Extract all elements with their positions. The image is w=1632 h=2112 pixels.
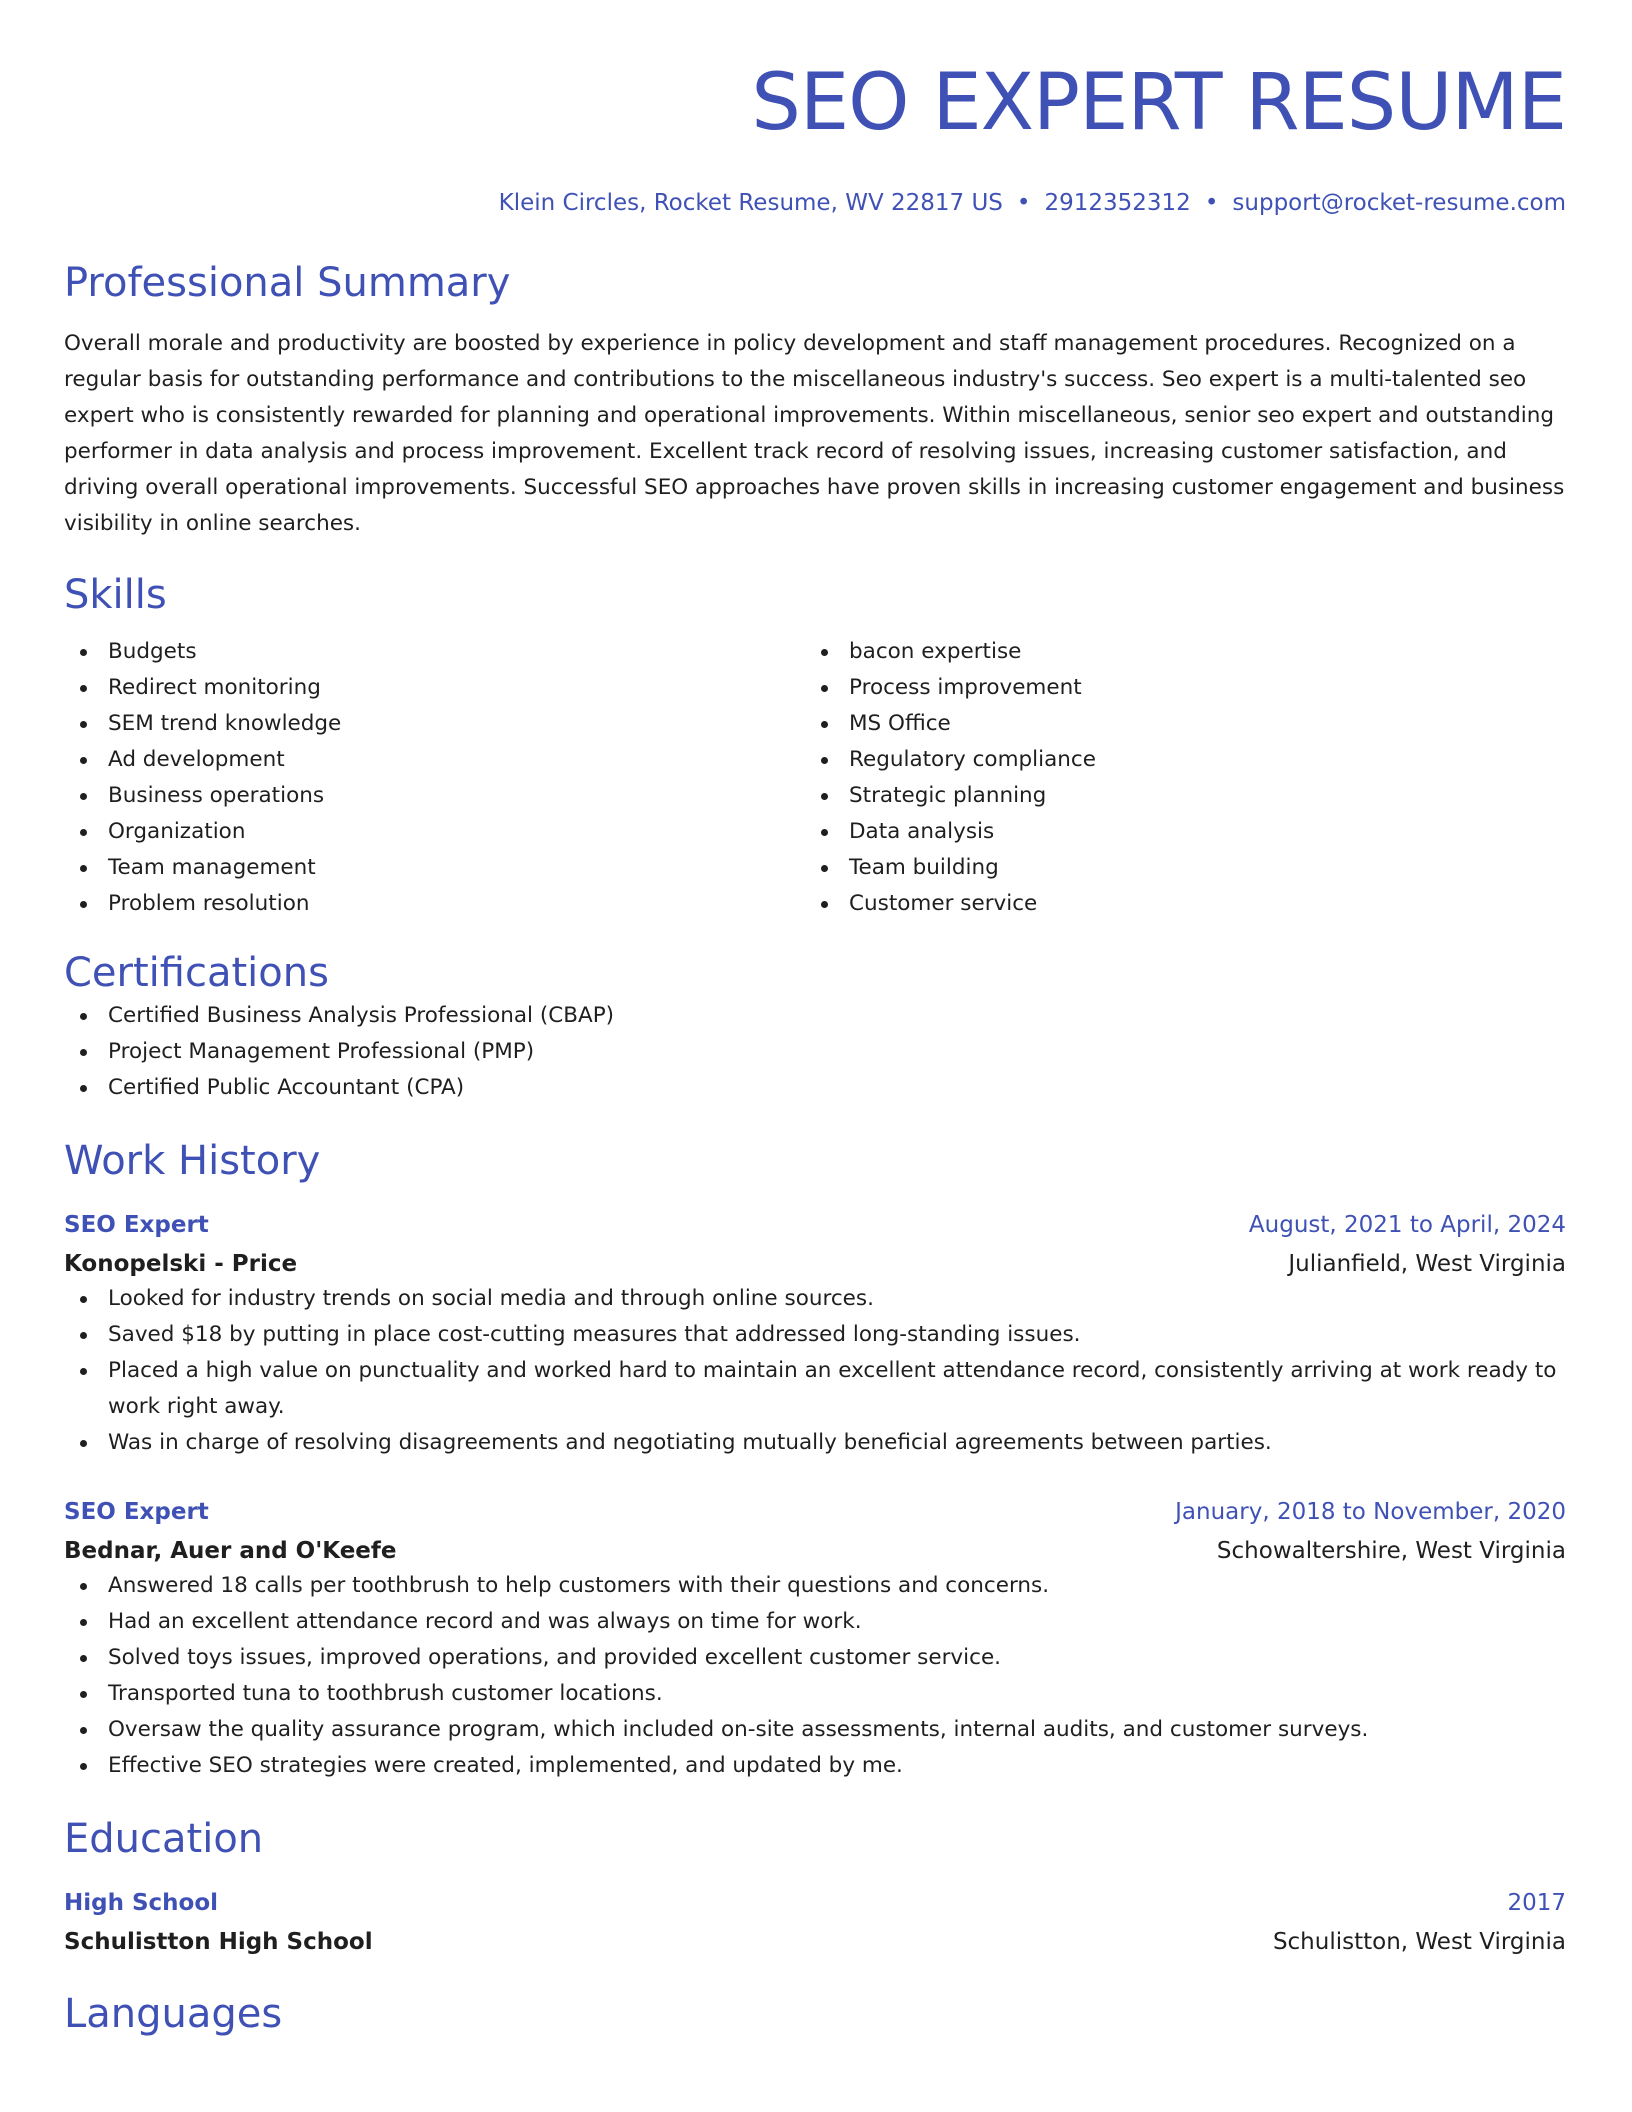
job-role-row: [64, 1495, 1566, 1529]
summary-section: [64, 258, 1566, 542]
education-heading: Education: [64, 1816, 264, 1862]
skill-item: Organization: [64, 814, 805, 850]
education-location: Schulistton, West Virginia: [1272, 1929, 1566, 1955]
resume-page: [64, 0, 1566, 2039]
education-school-row: [64, 1920, 1566, 1959]
job-duty-item: Placed a high value on punctuality and worked hard to maintain an excellent attendance record, consistently arriving at work ready to work right away.: [64, 1353, 1566, 1425]
summary-text: Overall morale and productivity are boosted by experience in policy development and staff management procedures. Recognized on a regular basis for outstanding performance and contributions to the miscellaneous industry's success. Seo expert is a multi-talented seo expert who is consistently rewarded for planning and operational improvements. Within miscellaneous, senior seo expert and outstanding performer in data analysis and process improvement. Excellent track record of resolving issues, increasing customer satisfaction, and driving overall operational improvements. Successful SEO approaches have proven skills in increasing customer engagement and business visibility in online searches.: [64, 331, 1565, 536]
languages-section: [64, 1989, 1566, 2039]
job-duty-item: Looked for industry trends on social media and through online sources.: [64, 1281, 1566, 1317]
skill-item: bacon expertise: [805, 634, 1546, 670]
skill-item: Ad development: [64, 742, 805, 778]
skill-item: Data analysis: [805, 814, 1546, 850]
certification-item: Certified Business Analysis Professional (CBAP): [64, 998, 1566, 1034]
job-company: Bednar, Auer and O'Keefe: [64, 1538, 397, 1564]
job-company: Konopelski - Price: [64, 1251, 298, 1277]
skill-item: Problem resolution: [64, 886, 805, 922]
job-role-row: [64, 1208, 1566, 1242]
contact-phone: 2912352312: [1044, 190, 1191, 216]
job-duty-item: Solved toys issues, improved operations, and provided excellent customer service.: [64, 1640, 1566, 1676]
resume-header: [64, 58, 1566, 218]
education-year: 2017: [1507, 1890, 1566, 1916]
skill-item: Strategic planning: [805, 778, 1546, 814]
certifications-heading: Certifications: [64, 950, 329, 996]
education-school: Schulistton High School: [64, 1929, 373, 1955]
skill-item: SEM trend knowledge: [64, 706, 805, 742]
job-entry: [64, 1495, 1566, 1784]
job-duties-list: [64, 1568, 1566, 1784]
education-section: [64, 1814, 1566, 1959]
certifications-list: [64, 998, 1566, 1106]
skills-heading: Skills: [64, 572, 167, 618]
contact-line: [64, 188, 1566, 218]
resume-title: SEO EXPERT RESUME: [751, 58, 1566, 148]
job-location: Schowaltershire, West Virginia: [1216, 1538, 1566, 1564]
languages-heading: Languages: [64, 1991, 283, 2037]
job-duty-item: Saved $18 by putting in place cost-cutting measures that addressed long-standing issues.: [64, 1317, 1566, 1353]
skill-item: MS Office: [805, 706, 1546, 742]
work-history-heading: Work History: [64, 1138, 321, 1184]
education-degree: High School: [64, 1890, 219, 1916]
job-duty-item: Effective SEO strategies were created, implemented, and updated by me.: [64, 1748, 1566, 1784]
contact-address: Klein Circles, Rocket Resume, WV 22817 US: [498, 190, 1003, 216]
job-duty-item: Transported tuna to toothbrush customer locations.: [64, 1676, 1566, 1712]
job-duty-item: Was in charge of resolving disagreements and negotiating mutually beneficial agreements between parties.: [64, 1425, 1566, 1461]
skills-columns: [64, 634, 1566, 922]
job-dates: January, 2018 to November, 2020: [1175, 1499, 1566, 1525]
contact-email: support@rocket-resume.com: [1232, 190, 1566, 216]
job-duty-item: Oversaw the quality assurance program, which included on-site assessments, internal audits, and customer surveys.: [64, 1712, 1566, 1748]
job-company-row: [64, 1529, 1566, 1568]
certification-item: Certified Public Accountant (CPA): [64, 1070, 1566, 1106]
job-duty-item: Answered 18 calls per toothbrush to help customers with their questions and concerns.: [64, 1568, 1566, 1604]
skill-item: Redirect monitoring: [64, 670, 805, 706]
skill-item: Team building: [805, 850, 1546, 886]
skill-item: Customer service: [805, 886, 1546, 922]
skills-section: [64, 570, 1566, 922]
certifications-section: [64, 948, 1566, 1106]
skill-item: Team management: [64, 850, 805, 886]
skill-item: Regulatory compliance: [805, 742, 1546, 778]
skills-list-right: [805, 634, 1546, 922]
job-entry: [64, 1208, 1566, 1461]
work-history-section: [64, 1136, 1566, 1784]
summary-heading: Professional Summary: [64, 260, 511, 306]
skills-list-left: [64, 634, 805, 922]
education-degree-row: [64, 1886, 1566, 1920]
job-company-row: [64, 1242, 1566, 1281]
job-location: Julianfield, West Virginia: [1288, 1251, 1566, 1277]
contact-separator: •: [1204, 190, 1219, 216]
education-entry: [64, 1886, 1566, 1959]
job-title: SEO Expert: [64, 1499, 209, 1525]
job-title: SEO Expert: [64, 1212, 209, 1238]
certification-item: Project Management Professional (PMP): [64, 1034, 1566, 1070]
skill-item: Business operations: [64, 778, 805, 814]
skill-item: Budgets: [64, 634, 805, 670]
skill-item: Process improvement: [805, 670, 1546, 706]
job-duties-list: [64, 1281, 1566, 1461]
job-dates: August, 2021 to April, 2024: [1248, 1212, 1566, 1238]
contact-separator: •: [1016, 190, 1031, 216]
job-duty-item: Had an excellent attendance record and was always on time for work.: [64, 1604, 1566, 1640]
